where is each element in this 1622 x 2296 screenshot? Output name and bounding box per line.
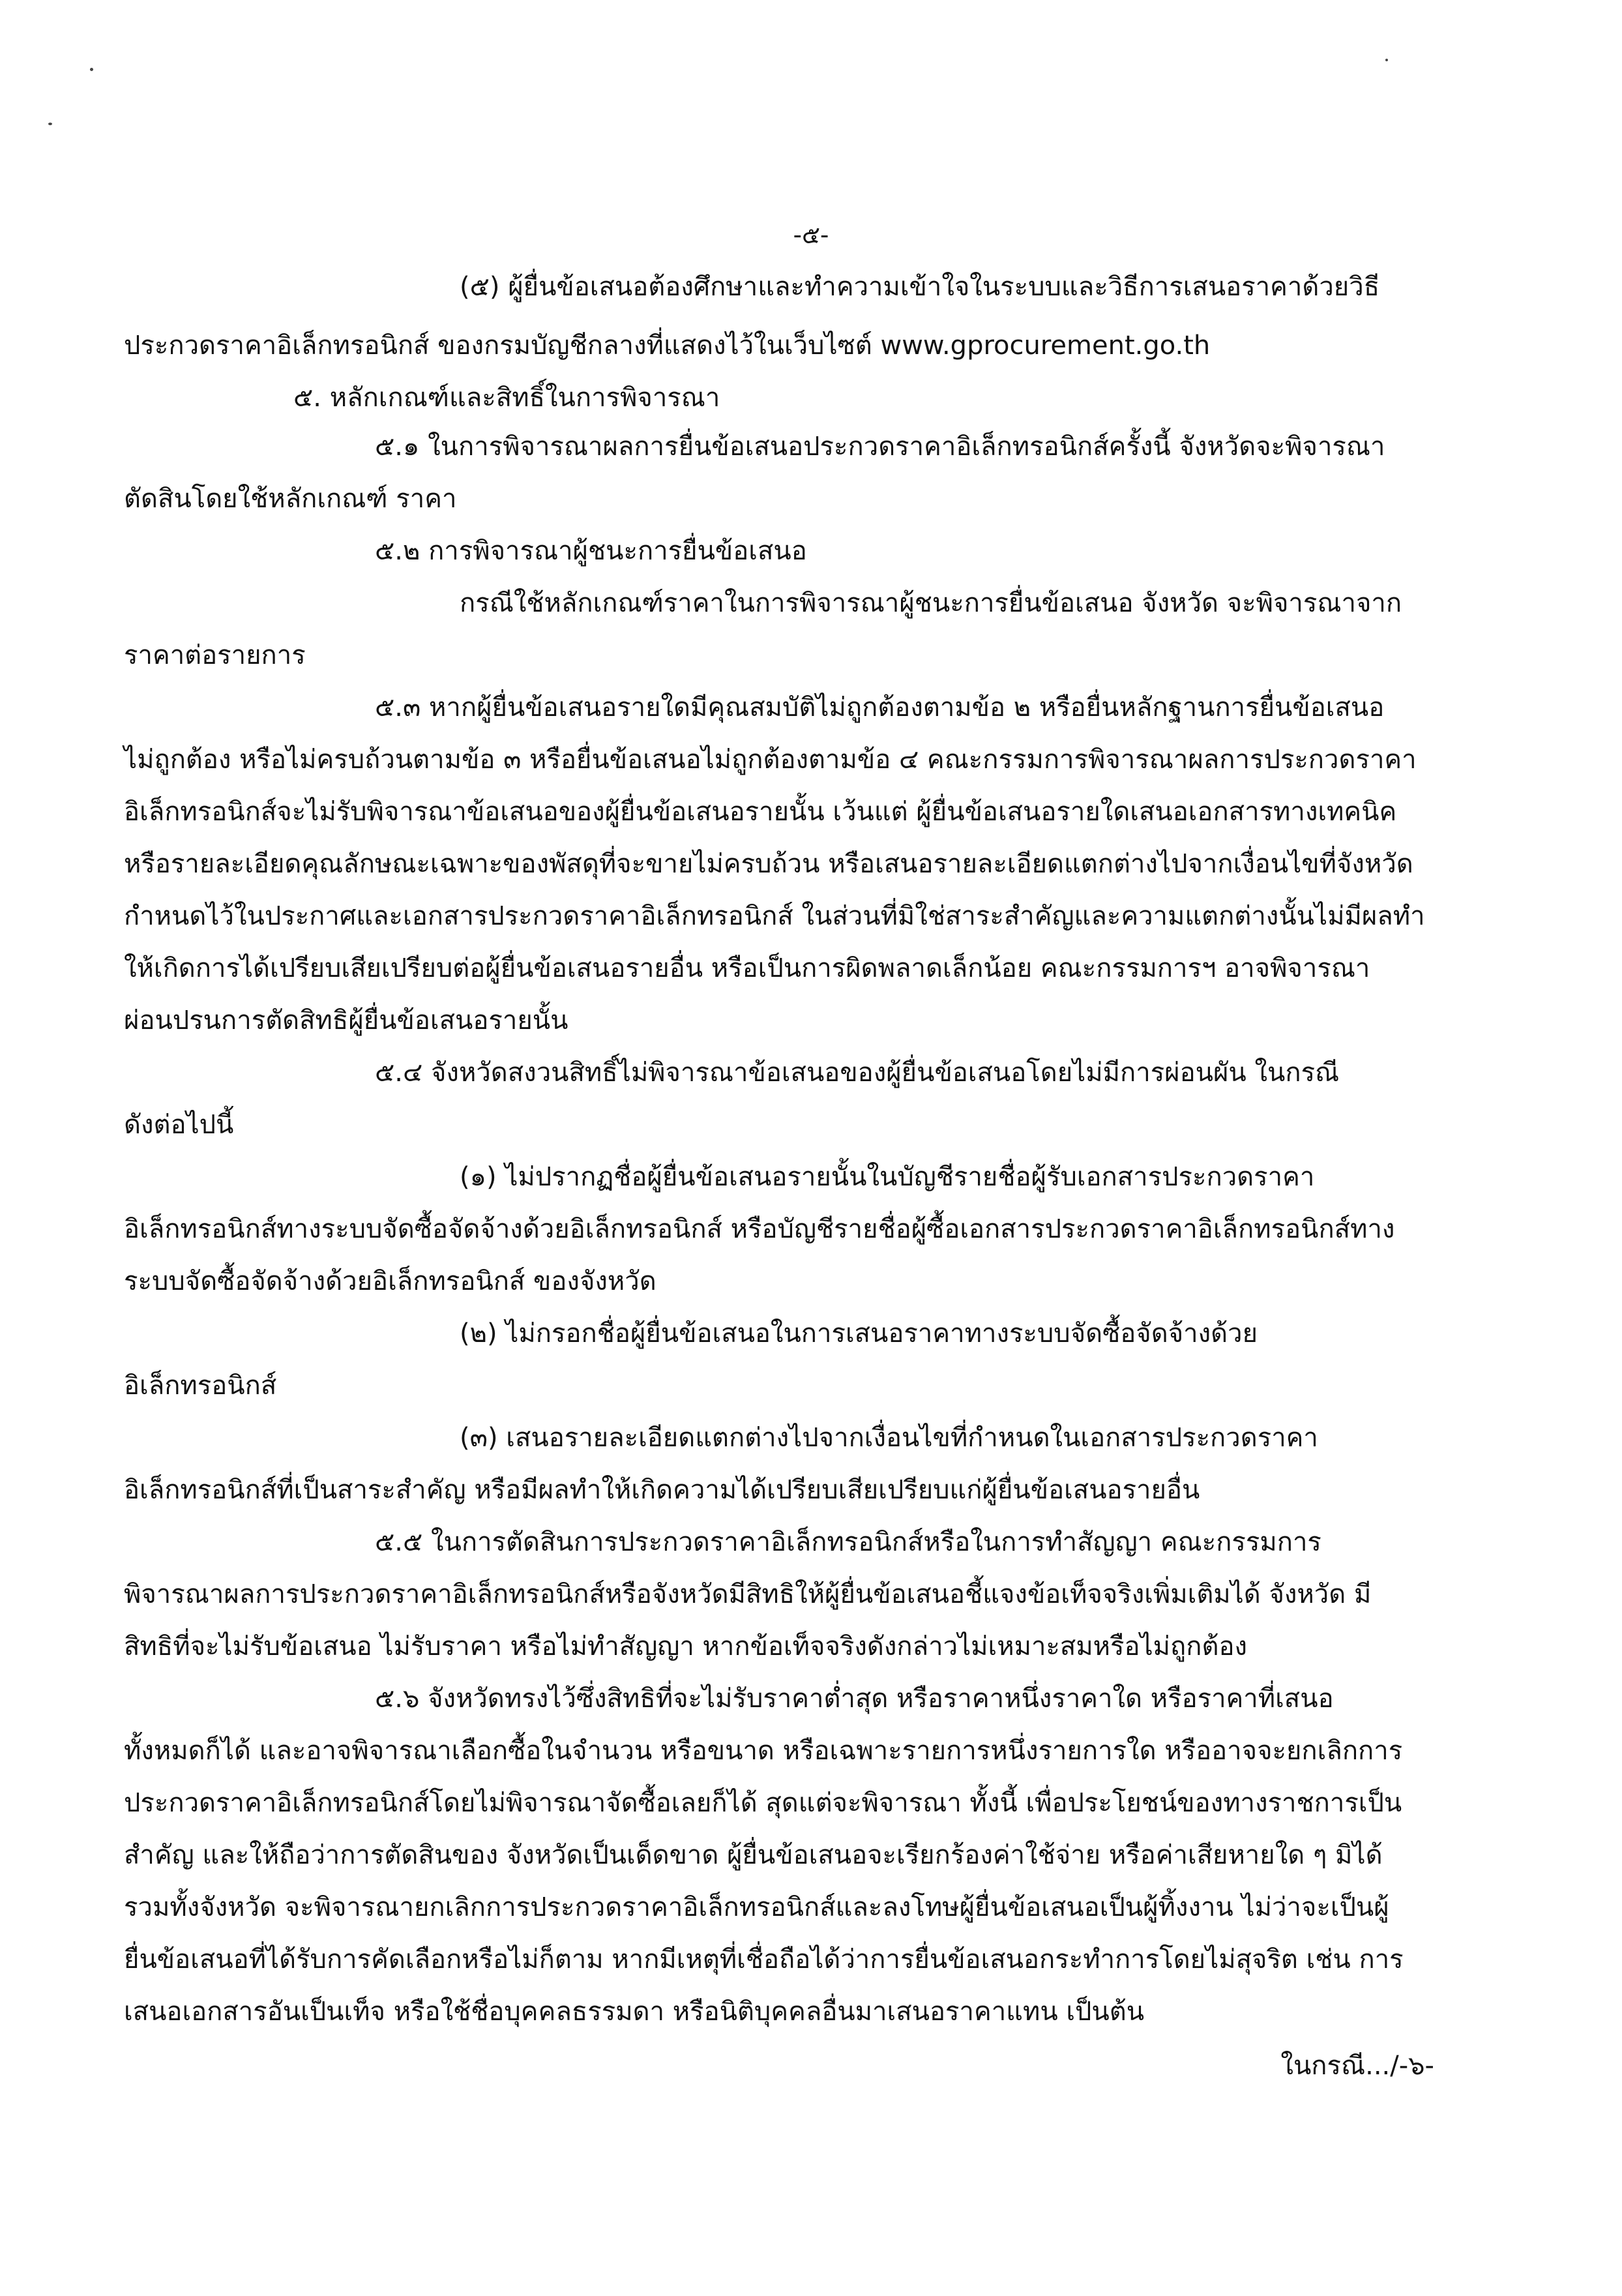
text-line: รวมทั้งจังหวัด จะพิจารณายกเลิกการประกวดราคาอิเล็กทรอนิกส์และลงโทษผู้ยื่นข้อเสนอเป็นผู้ทิ้งงาน ไม่ว่าจะเป็นผู้ [124,1892,1389,1922]
text-line: ๕.๒ การพิจารณาผู้ชนะการยื่นข้อเสนอ [375,536,807,566]
text-line: ยื่นข้อเสนอที่ได้รับการคัดเลือกหรือไม่ก็ตาม หากมีเหตุที่เชื่อถือได้ว่าการยื่นข้อเสนอกระทำการโดยไม่สุจริต เช่น การ [124,1945,1404,1975]
text-line: (๒) ไม่กรอกชื่อผู้ยื่นข้อเสนอในการเสนอราคาทางระบบจัดซื้อจัดจ้างด้วย [460,1319,1258,1349]
text-line: พิจารณาผลการประกวดราคาอิเล็กทรอนิกส์หรือจังหวัดมีสิทธิให้ผู้ยื่นข้อเสนอชี้แจงข้อเท็จจริงเพิ่มเติมได้ จังหวัด มี [124,1579,1372,1609]
page-number: -๕- [793,221,829,249]
text-line: อิเล็กทรอนิกส์จะไม่รับพิจารณาข้อเสนอของผู้ยื่นข้อเสนอรายนั้น เว้นแต่ ผู้ยื่นข้อเสนอรายใดเสนอเอกสารทางเทคนิค [124,797,1397,827]
text-line: สำคัญ และให้ถือว่าการตัดสินของ จังหวัดเป็นเด็ดขาด ผู้ยื่นข้อเสนอจะเรียกร้องค่าใช้จ่าย หรือค่าเสียหายใด ๆ มิได้ [124,1840,1383,1870]
text-line: ให้เกิดการได้เปรียบเสียเปรียบต่อผู้ยื่นข้อเสนอรายอื่น หรือเป็นการผิดพลาดเล็กน้อย คณะกรรมการฯ อาจพิจารณา [124,953,1370,983]
text-line: ๕.๑ ในการพิจารณาผลการยื่นข้อเสนอประกวดราคาอิเล็กทรอนิกส์ครั้งนี้ จังหวัดจะพิจารณา [375,432,1385,462]
text-line: อิเล็กทรอนิกส์ทางระบบจัดซื้อจัดจ้างด้วยอิเล็กทรอนิกส์ หรือบัญชีรายชื่อผู้ซื้อเอกสารประกวดราคาอิเล็กทรอนิกส์ทาง [124,1214,1395,1244]
text-line: (๓) เสนอรายละเอียดแตกต่างไปจากเงื่อนไขที่กำหนดในเอกสารประกวดราคา [460,1423,1318,1453]
text-line: ๕.๔ จังหวัดสงวนสิทธิ์ไม่พิจารณาข้อเสนอของผู้ยื่นข้อเสนอโดยไม่มีการผ่อนผัน ในกรณี [375,1058,1340,1088]
text-line: ประกวดราคาอิเล็กทรอนิกส์ ของกรมบัญชีกลางที่แสดงไว้ในเว็บไซต์ www.gprocurement.go.th [124,331,1211,361]
text-line: ประกวดราคาอิเล็กทรอนิกส์โดยไม่พิจารณาจัดซื้อเลยก็ได้ สุดแต่จะพิจารณา ทั้งนี้ เพื่อประโยชน์ของทางราชการเป็น [124,1788,1402,1818]
scan-speck [90,68,93,71]
text-line: ราคาต่อรายการ [124,640,306,670]
text-line: ๕.๕ ในการตัดสินการประกวดราคาอิเล็กทรอนิกส์หรือในการทำสัญญา คณะกรรมการ [375,1527,1321,1557]
scan-speck [1385,59,1388,61]
text-line: ๕.๓ หากผู้ยื่นข้อเสนอรายใดมีคุณสมบัติไม่ถูกต้องตามข้อ ๒ หรือยื่นหลักฐานการยื่นข้อเสนอ [375,693,1385,723]
text-line: ผ่อนปรนการตัดสิทธิผู้ยื่นข้อเสนอรายนั้น [124,1006,568,1036]
text-line: ระบบจัดซื้อจัดจ้างด้วยอิเล็กทรอนิกส์ ของจังหวัด [124,1266,656,1296]
continuation-note: ในกรณี.../-๖- [1280,2051,1434,2081]
text-line: (๕) ผู้ยื่นข้อเสนอต้องศึกษาและทำความเข้าใจในระบบและวิธีการเสนอราคาด้วยวิธี [460,272,1380,302]
section-heading: ๕. หลักเกณฑ์และสิทธิ์ในการพิจารณา [293,383,720,413]
text-line: ตัดสินโดยใช้หลักเกณฑ์ ราคา [124,484,457,514]
text-line: หรือรายละเอียดคุณลักษณะเฉพาะของพัสดุที่จะขายไม่ครบถ้วน หรือเสนอรายละเอียดแตกต่างไปจากเงื่อนไขที่จังหวัด [124,849,1413,879]
text-line: อิเล็กทรอนิกส์ [124,1371,277,1401]
text-line: ทั้งหมดก็ได้ และอาจพิจารณาเลือกซื้อในจำนวน หรือขนาด หรือเฉพาะรายการหนึ่งรายการใด หรืออาจจะยกเลิกการ [124,1736,1403,1766]
text-line: กรณีใช้หลักเกณฑ์ราคาในการพิจารณาผู้ชนะการยื่นข้อเสนอ จังหวัด จะพิจารณาจาก [460,588,1402,618]
text-line: กำหนดไว้ในประกาศและเอกสารประกวดราคาอิเล็กทรอนิกส์ ในส่วนที่มิใช่สาระสำคัญและความแตกต่างนั้นไม่มีผลทำ [124,901,1425,931]
text-line: ดังต่อไปนี้ [124,1110,234,1140]
text-line: ไม่ถูกต้อง หรือไม่ครบถ้วนตามข้อ ๓ หรือยื่นข้อเสนอไม่ถูกต้องตามข้อ ๔ คณะกรรมการพิจารณาผลการประกวดราคา [124,745,1417,775]
text-line: (๑) ไม่ปรากฏชื่อผู้ยื่นข้อเสนอรายนั้นในบัญชีรายชื่อผู้รับเอกสารประกวดราคา [460,1162,1315,1192]
text-line: อิเล็กทรอนิกส์ที่เป็นสาระสำคัญ หรือมีผลทำให้เกิดความได้เปรียบเสียเปรียบแก่ผู้ยื่นข้อเสนอรายอื่น [124,1475,1200,1505]
text-line: สิทธิที่จะไม่รับข้อเสนอ ไม่รับราคา หรือไม่ทำสัญญา หากข้อเท็จจริงดังกล่าวไม่เหมาะสมหรือไม่ถูกต้อง [124,1632,1248,1662]
text-line: ๕.๖ จังหวัดทรงไว้ซึ่งสิทธิที่จะไม่รับราคาต่ำสุด หรือราคาหนึ่งราคาใด หรือราคาที่เสนอ [375,1684,1334,1714]
text-line: เสนอเอกสารอันเป็นเท็จ หรือใช้ชื่อบุคคลธรรมดา หรือนิติบุคคลอื่นมาเสนอราคาแทน เป็นต้น [124,1997,1145,2027]
scan-speck [48,123,52,125]
